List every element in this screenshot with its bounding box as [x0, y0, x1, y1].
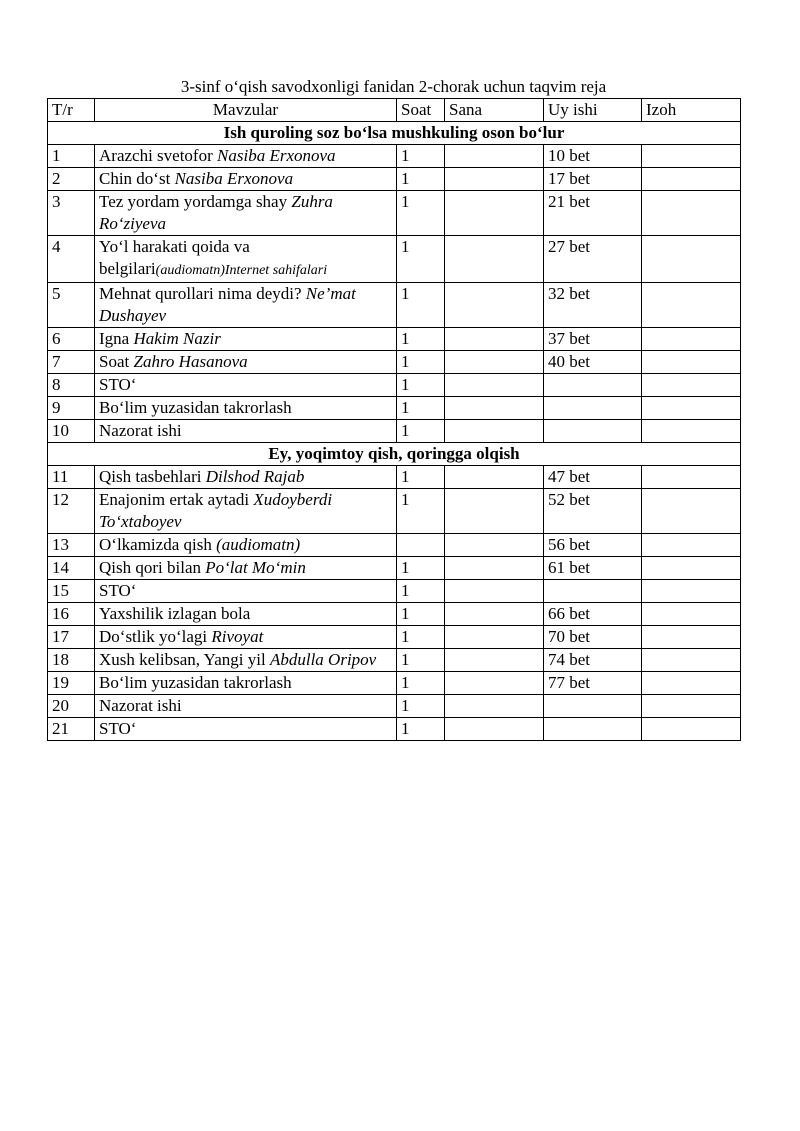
table-row — [48, 603, 741, 626]
table-body — [48, 122, 741, 741]
hours-cell: 1 — [397, 672, 445, 695]
homework-cell: 32 bet — [544, 283, 642, 328]
homework-cell: 17 bet — [544, 168, 642, 191]
hours-cell: 1 — [397, 718, 445, 741]
topic-author: Dilshod Rajab — [205, 467, 305, 486]
date-cell — [445, 420, 544, 443]
topic-author: Zahro Hasanova — [133, 352, 248, 371]
date-cell — [445, 283, 544, 328]
homework-cell: 21 bet — [544, 191, 642, 236]
row-number: 17 — [48, 626, 95, 649]
note-cell — [642, 351, 741, 374]
table-row — [48, 580, 741, 603]
row-number: 4 — [48, 236, 95, 283]
hours-cell: 1 — [397, 466, 445, 489]
row-number: 18 — [48, 649, 95, 672]
header-num: T/r — [48, 99, 95, 122]
note-cell — [642, 168, 741, 191]
topic-cell — [95, 489, 397, 534]
row-number: 13 — [48, 534, 95, 557]
table-row — [48, 168, 741, 191]
topic-title: Chin do‘st — [99, 169, 175, 188]
topic-title: Bo‘lim yuzasidan takrorlash — [99, 398, 292, 417]
row-number: 1 — [48, 145, 95, 168]
hours-cell: 1 — [397, 191, 445, 236]
hours-cell: 1 — [397, 236, 445, 283]
row-number: 15 — [48, 580, 95, 603]
note-cell — [642, 191, 741, 236]
hours-cell: 1 — [397, 626, 445, 649]
date-cell — [445, 351, 544, 374]
header-note: Izoh — [642, 99, 741, 122]
note-cell — [642, 649, 741, 672]
topic-cell — [95, 168, 397, 191]
note-cell — [642, 672, 741, 695]
topic-title: Yo‘l harakati qoida va belgilari — [99, 237, 250, 278]
topic-cell — [95, 351, 397, 374]
note-cell — [642, 580, 741, 603]
topic-title: Arazchi svetofor — [99, 146, 218, 165]
homework-cell: 40 bet — [544, 351, 642, 374]
homework-cell: 52 bet — [544, 489, 642, 534]
homework-cell: 61 bet — [544, 557, 642, 580]
topic-author: Nasiba Erxonova — [217, 146, 336, 165]
homework-cell: 37 bet — [544, 328, 642, 351]
homework-cell: 66 bet — [544, 603, 642, 626]
hours-cell: 1 — [397, 557, 445, 580]
row-number: 10 — [48, 420, 95, 443]
topic-title: O‘lkamizda qish — [99, 535, 217, 554]
topic-author: Zuhra Ro‘ziyeva — [99, 192, 333, 233]
note-cell — [642, 145, 741, 168]
row-number: 21 — [48, 718, 95, 741]
row-number: 11 — [48, 466, 95, 489]
date-cell — [445, 534, 544, 557]
topic-title: Nazorat ishi — [99, 696, 182, 715]
date-cell — [445, 603, 544, 626]
row-number: 9 — [48, 397, 95, 420]
table-row — [48, 191, 741, 236]
topic-cell — [95, 466, 397, 489]
page-title: 3-sinf o‘qish savodxonligi fanidan 2-chorak uchun taqvim reja — [180, 77, 607, 96]
table-row — [48, 718, 741, 741]
hours-cell: 1 — [397, 397, 445, 420]
note-cell — [642, 236, 741, 283]
table-row — [48, 145, 741, 168]
table-row — [48, 328, 741, 351]
homework-cell: 74 bet — [544, 649, 642, 672]
row-number: 5 — [48, 283, 95, 328]
topic-title: Mehnat qurollari nima deydi? — [99, 284, 306, 303]
topic-title: Qish qori bilan — [99, 558, 206, 577]
topic-cell — [95, 283, 397, 328]
note-cell — [642, 626, 741, 649]
homework-cell — [544, 374, 642, 397]
topic-author: Rivoyat — [211, 627, 264, 646]
topic-cell — [95, 695, 397, 718]
topic-cell — [95, 557, 397, 580]
topic-cell — [95, 649, 397, 672]
header-homework: Uy ishi — [544, 99, 642, 122]
row-number: 3 — [48, 191, 95, 236]
topic-cell — [95, 626, 397, 649]
homework-cell — [544, 695, 642, 718]
topic-cell — [95, 580, 397, 603]
topic-cell — [95, 328, 397, 351]
topic-cell — [95, 145, 397, 168]
topic-title: Tez yordam yordamga shay — [99, 192, 292, 211]
homework-cell: 47 bet — [544, 466, 642, 489]
topic-cell — [95, 672, 397, 695]
table-row — [48, 236, 741, 283]
homework-cell: 27 bet — [544, 236, 642, 283]
hours-cell: 1 — [397, 168, 445, 191]
row-number: 20 — [48, 695, 95, 718]
date-cell — [445, 328, 544, 351]
header-topic: Mavzular — [95, 99, 397, 122]
hours-cell: 1 — [397, 351, 445, 374]
section-heading-row — [48, 122, 741, 145]
section-heading: Ey, yoqimtoy qish, qoringga olqish — [48, 443, 741, 466]
topic-cell — [95, 236, 397, 283]
note-cell — [642, 283, 741, 328]
homework-cell — [544, 397, 642, 420]
topic-author: Xudoyberdi To‘xtaboyev — [99, 490, 333, 531]
date-cell — [445, 145, 544, 168]
topic-title: Do‘stlik yo‘lagi — [99, 627, 212, 646]
topic-author: Hakim Nazir — [133, 329, 221, 348]
topic-title: STO‘ — [99, 375, 137, 394]
topic-title: Igna — [99, 329, 134, 348]
note-cell — [642, 489, 741, 534]
homework-cell: 56 bet — [544, 534, 642, 557]
table-row — [48, 351, 741, 374]
homework-cell — [544, 718, 642, 741]
topic-title: Yaxshilik izlagan bola — [99, 604, 251, 623]
topic-title: Nazorat ishi — [99, 421, 182, 440]
note-cell — [642, 420, 741, 443]
calendar-plan-table — [47, 98, 741, 741]
table-row — [48, 489, 741, 534]
section-heading: Ish quroling soz bo‘lsa mushkuling oson bo‘lur — [48, 122, 741, 145]
table-row — [48, 626, 741, 649]
hours-cell: 1 — [397, 695, 445, 718]
note-cell — [642, 695, 741, 718]
table-row — [48, 557, 741, 580]
header-hours: Soat — [397, 99, 445, 122]
homework-cell — [544, 580, 642, 603]
topic-author: Abdulla Oripov — [269, 650, 377, 669]
topic-author: (audiomatn) — [216, 535, 301, 554]
section-heading-row — [48, 443, 741, 466]
note-cell — [642, 397, 741, 420]
date-cell — [445, 695, 544, 718]
table-row — [48, 374, 741, 397]
row-number: 7 — [48, 351, 95, 374]
note-cell — [642, 374, 741, 397]
row-number: 14 — [48, 557, 95, 580]
topic-cell — [95, 191, 397, 236]
note-cell — [642, 328, 741, 351]
topic-cell — [95, 420, 397, 443]
hours-cell: 1 — [397, 580, 445, 603]
note-cell — [642, 466, 741, 489]
hours-cell: 1 — [397, 328, 445, 351]
topic-title: Enajonim ertak aytadi — [99, 490, 254, 509]
table-row — [48, 397, 741, 420]
date-cell — [445, 580, 544, 603]
note-cell — [642, 718, 741, 741]
table-row — [48, 283, 741, 328]
topic-cell — [95, 374, 397, 397]
date-cell — [445, 191, 544, 236]
row-number: 2 — [48, 168, 95, 191]
date-cell — [445, 374, 544, 397]
topic-title: Xush kelibsan, Yangi yil — [99, 650, 270, 669]
hours-cell: 1 — [397, 283, 445, 328]
homework-cell: 10 bet — [544, 145, 642, 168]
date-cell — [445, 236, 544, 283]
table-row — [48, 695, 741, 718]
note-cell — [642, 603, 741, 626]
topic-author: Po‘lat Mo‘min — [205, 558, 306, 577]
date-cell — [445, 672, 544, 695]
topic-author: Nasiba Erxonova — [174, 169, 294, 188]
header-date: Sana — [445, 99, 544, 122]
hours-cell — [397, 534, 445, 557]
topic-cell — [95, 603, 397, 626]
row-number: 19 — [48, 672, 95, 695]
hours-cell: 1 — [397, 603, 445, 626]
topic-title: Bo‘lim yuzasidan takrorlash — [99, 673, 292, 692]
date-cell — [445, 397, 544, 420]
table-row — [48, 649, 741, 672]
hours-cell: 1 — [397, 374, 445, 397]
date-cell — [445, 489, 544, 534]
row-number: 16 — [48, 603, 95, 626]
table-row — [48, 466, 741, 489]
table-row — [48, 420, 741, 443]
hours-cell: 1 — [397, 649, 445, 672]
topic-cell — [95, 718, 397, 741]
date-cell — [445, 626, 544, 649]
row-number: 8 — [48, 374, 95, 397]
header-row — [48, 99, 741, 122]
date-cell — [445, 718, 544, 741]
homework-cell: 77 bet — [544, 672, 642, 695]
date-cell — [445, 649, 544, 672]
note-cell — [642, 557, 741, 580]
table-row — [48, 672, 741, 695]
hours-cell: 1 — [397, 145, 445, 168]
date-cell — [445, 557, 544, 580]
hours-cell: 1 — [397, 420, 445, 443]
hours-cell: 1 — [397, 489, 445, 534]
topic-author: Ne’mat Dushayev — [99, 284, 356, 325]
row-number: 6 — [48, 328, 95, 351]
homework-cell: 70 bet — [544, 626, 642, 649]
table-row — [48, 534, 741, 557]
topic-title: Soat — [99, 352, 134, 371]
note-cell — [642, 534, 741, 557]
date-cell — [445, 466, 544, 489]
topic-cell — [95, 397, 397, 420]
date-cell — [445, 168, 544, 191]
topic-cell — [95, 534, 397, 557]
homework-cell — [544, 420, 642, 443]
topic-title: STO‘ — [99, 581, 137, 600]
topic-note: (audiomatn)Internet sahifalari — [155, 263, 328, 278]
row-number: 12 — [48, 489, 95, 534]
topic-title: STO‘ — [99, 719, 137, 738]
topic-title: Qish tasbehlari — [99, 467, 206, 486]
